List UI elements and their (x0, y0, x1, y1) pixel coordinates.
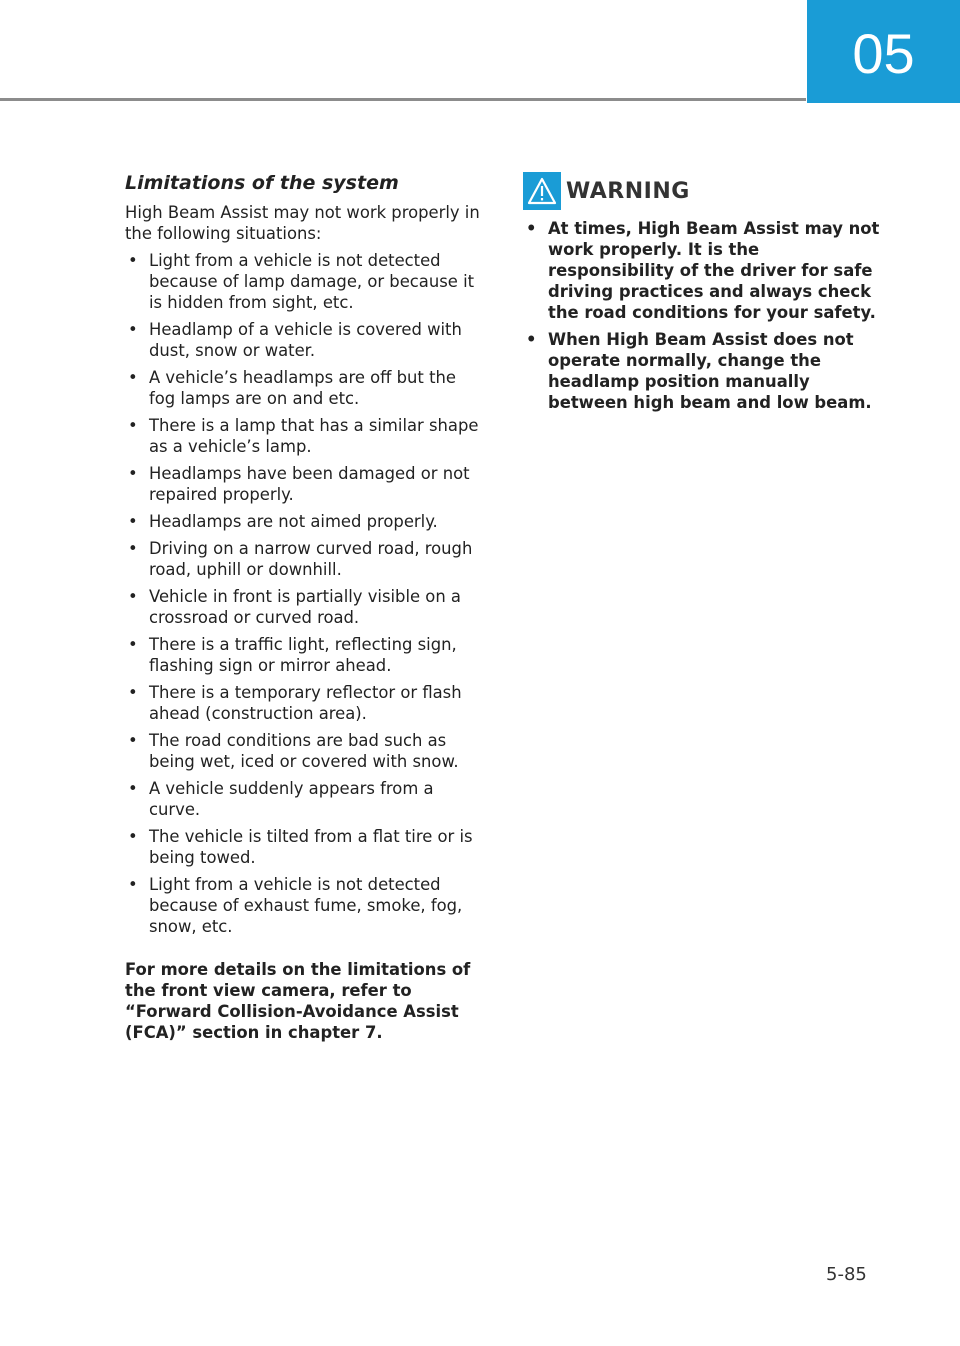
limitations-section (125, 172, 487, 1059)
warning-list (523, 218, 885, 413)
bullet-dot: • (128, 827, 138, 846)
list-item-text: The vehicle is tilted from a flat tire or is being towed. (149, 827, 473, 867)
list-item-text: Headlamp of a vehicle is covered with dust, snow or water. (149, 320, 462, 360)
list-item (125, 682, 487, 724)
list-item (125, 778, 487, 820)
list-item (125, 538, 487, 580)
list-item-text: The road conditions are bad such as being wet, iced or covered with snow. (149, 731, 459, 771)
bullet-dot: • (128, 683, 138, 702)
list-item (125, 415, 487, 457)
list-item-text: Headlamps are not aimed properly. (149, 512, 438, 531)
list-item (125, 634, 487, 676)
list-item (125, 250, 487, 313)
warning-triangle-icon (523, 172, 561, 210)
section-intro: High Beam Assist may not work properly in the following situations: (125, 203, 480, 243)
list-item-text: A vehicle’s headlamps are off but the fog lamps are on and etc. (149, 368, 456, 408)
list-item (125, 586, 487, 628)
section-title: Limitations of the system (125, 172, 399, 194)
list-item (125, 319, 487, 361)
warning-title: WARNING (566, 178, 690, 204)
list-item-text: There is a traffic light, reflecting sign, flashing sign or mirror ahead. (149, 635, 457, 675)
list-item (125, 874, 487, 937)
page-number: 5-85 (826, 1264, 867, 1285)
bullet-dot: • (128, 731, 138, 750)
list-item (125, 730, 487, 772)
list-item (125, 367, 487, 409)
chapter-tab (807, 0, 960, 103)
warning-header (523, 172, 885, 210)
list-item-text: At times, High Beam Assist may not work properly. It is the responsibility of the driver for safe driving practices and always check the road conditions for your safety. (548, 219, 880, 322)
list-item-text: Light from a vehicle is not detected because of exhaust fume, smoke, fog, snow, etc. (149, 875, 463, 936)
list-item-text: A vehicle suddenly appears from a curve. (149, 779, 434, 819)
list-item-text: When High Beam Assist does not operate normally, change the headlamp position manually between high beam and low beam. (548, 330, 872, 412)
chapter-number: 05 (852, 21, 915, 85)
bullet-dot: • (128, 416, 138, 435)
list-item-text: There is a lamp that has a similar shape as a vehicle’s lamp. (149, 416, 479, 456)
list-item-text: Driving on a narrow curved road, rough road, uphill or downhill. (149, 539, 473, 579)
header-rule (0, 98, 806, 101)
list-item (523, 329, 885, 413)
bullet-dot: • (128, 539, 138, 558)
limitations-list (125, 250, 487, 937)
bullet-dot: • (128, 587, 138, 606)
bullet-dot: • (128, 320, 138, 339)
bullet-dot: • (128, 635, 138, 654)
list-item (125, 826, 487, 868)
list-item (523, 218, 885, 323)
bullet-dot: • (128, 779, 138, 798)
list-item-text: There is a temporary reflector or flash ahead (construction area). (149, 683, 462, 723)
bullet-dot: • (526, 330, 537, 349)
list-item-text: Vehicle in front is partially visible on a crossroad or curved road. (149, 587, 461, 627)
warning-triangle-svg (527, 177, 557, 205)
bullet-dot: • (128, 464, 138, 483)
bullet-dot: • (526, 219, 537, 238)
bullet-dot: • (128, 368, 138, 387)
list-item-text: Light from a vehicle is not detected because of lamp damage, or because it is hidden from sight, etc. (149, 251, 475, 312)
list-item-text: Headlamps have been damaged or not repaired properly. (149, 464, 470, 504)
list-item (125, 463, 487, 505)
bullet-dot: • (128, 875, 138, 894)
warning-box (523, 172, 885, 419)
bullet-dot: • (128, 512, 138, 531)
reference-note: For more details on the limitations of the front view camera, refer to “Forward Collision-Avoidance Assist (FCA)” section in chapter 7. (125, 960, 471, 1042)
bullet-dot: • (128, 251, 138, 270)
list-item (125, 511, 487, 532)
